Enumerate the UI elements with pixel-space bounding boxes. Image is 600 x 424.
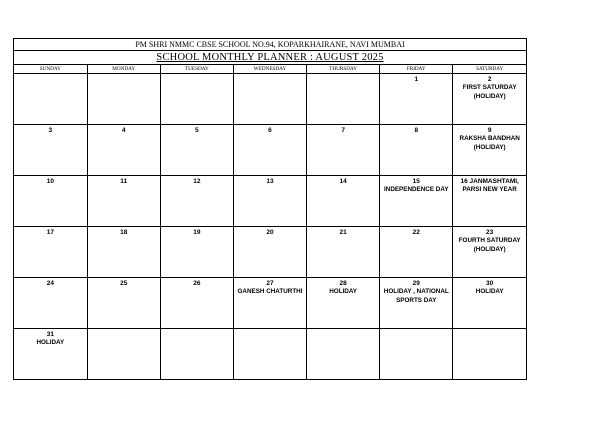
weekday-header: SATURDAY [453,65,526,74]
day-number: 6 [268,127,272,134]
planner-title-text: SCHOOL MONTHLY PLANNER : AUGUST 2025 [156,52,384,63]
day-number: 29 [412,280,420,287]
calendar-week-row [14,125,526,176]
day-number: 14 [339,178,347,185]
day-number: 20 [266,229,274,236]
day-number: 13 [266,178,274,185]
calendar-week-row [14,329,526,380]
day-event: HOLIDAY [36,339,65,346]
calendar-day-cell [380,329,453,380]
calendar-day-cell [307,329,380,380]
day-number: 22 [412,229,420,236]
calendar-day-cell [233,125,306,176]
day-number: 30 [486,280,494,287]
calendar-day-cell [453,74,526,125]
school-name: PM SHRI NMMC CBSE SCHOOL NO.94, KOPARKHAIRANE, NAVI MUMBAI [14,39,526,51]
day-number: 10 [46,178,54,185]
planner-title [14,51,526,65]
day-number: 24 [46,280,54,287]
calendar-day-cell [14,125,87,176]
weekday-header: SUNDAY [14,65,87,74]
calendar-day-cell [87,176,160,227]
day-event: GANESH CHATURTHI [237,288,303,295]
calendar-day-cell [233,278,306,329]
calendar-day-cell [14,74,87,125]
calendar-day-cell [160,125,233,176]
weekday-header: TUESDAY [160,65,233,74]
weekday-header: MONDAY [87,65,160,74]
calendar-week-row [14,74,526,125]
calendar-day-cell [160,74,233,125]
calendar-day-cell [160,329,233,380]
calendar-day-cell [160,227,233,278]
day-number: 19 [193,229,201,236]
calendar-day-cell [453,227,526,278]
calendar-day-cell [380,74,453,125]
calendar-week-row [14,176,526,227]
calendar-day-cell [307,74,380,125]
calendar-day-cell [87,227,160,278]
day-number: 17 [46,229,54,236]
day-event: FOURTH SATURDAY (HOLIDAY) [458,237,521,253]
day-number: 9 [487,127,492,134]
calendar-day-cell [233,329,306,380]
monthly-planner [13,38,527,380]
calendar-body [14,74,526,380]
calendar-day-cell [380,227,453,278]
day-number: 2 [487,76,492,83]
day-event: PARSI NEW YEAR [462,186,517,193]
day-number: 5 [195,127,199,134]
weekday-header: FRIDAY [380,65,453,74]
calendar-day-cell [87,125,160,176]
calendar-day-cell [233,227,306,278]
day-number: 12 [193,178,201,185]
calendar-day-cell [380,278,453,329]
day-number: 21 [339,229,347,236]
calendar-day-cell [14,176,87,227]
calendar-day-cell [307,278,380,329]
day-number: 15 [412,178,420,185]
calendar-day-cell [87,74,160,125]
calendar-week-row [14,227,526,278]
day-event: HOLIDAY [475,288,504,295]
day-number: 1 [414,76,419,83]
calendar-day-cell [307,227,380,278]
calendar-day-cell [380,176,453,227]
calendar-day-cell [453,125,526,176]
calendar-grid [14,65,526,379]
day-event: HOLIDAY [329,288,358,295]
calendar-day-cell [87,278,160,329]
calendar-day-cell [307,125,380,176]
weekday-header: WEDNESDAY [233,65,306,74]
day-number: 23 [486,229,494,236]
day-number: 26 [193,280,201,287]
day-number: 4 [121,127,126,134]
calendar-day-cell [160,278,233,329]
calendar-day-cell [453,176,526,227]
calendar-day-cell [160,176,233,227]
calendar-day-cell [453,278,526,329]
day-number: 11 [120,178,128,185]
calendar-day-cell [307,176,380,227]
day-event: HOLIDAY , NATIONAL SPORTS DAY [383,288,449,304]
calendar-day-cell [14,329,87,380]
calendar-day-cell [14,227,87,278]
calendar-day-cell [87,329,160,380]
day-event: INDEPENDENCE DAY [384,186,449,193]
day-number: 27 [266,280,274,287]
day-number: 31 [46,331,54,338]
day-number: 3 [48,127,53,134]
weekday-header-row [14,65,526,74]
calendar-day-cell [380,125,453,176]
day-event: RAKSHA BANDHAN (HOLIDAY) [459,135,520,151]
day-number: 28 [339,280,347,287]
day-number: 18 [120,229,128,236]
day-event: FIRST SATURDAY (HOLIDAY) [462,84,517,100]
weekday-header: THURSDAY [307,65,380,74]
calendar-week-row [14,278,526,329]
calendar-day-cell [233,176,306,227]
day-number: 25 [120,280,128,287]
calendar-day-cell [14,278,87,329]
day-number: 16 JANMASHTAMI, [460,178,519,185]
day-number: 8 [414,127,419,134]
calendar-day-cell [453,329,526,380]
day-number: 7 [341,127,345,134]
calendar-day-cell [233,74,306,125]
